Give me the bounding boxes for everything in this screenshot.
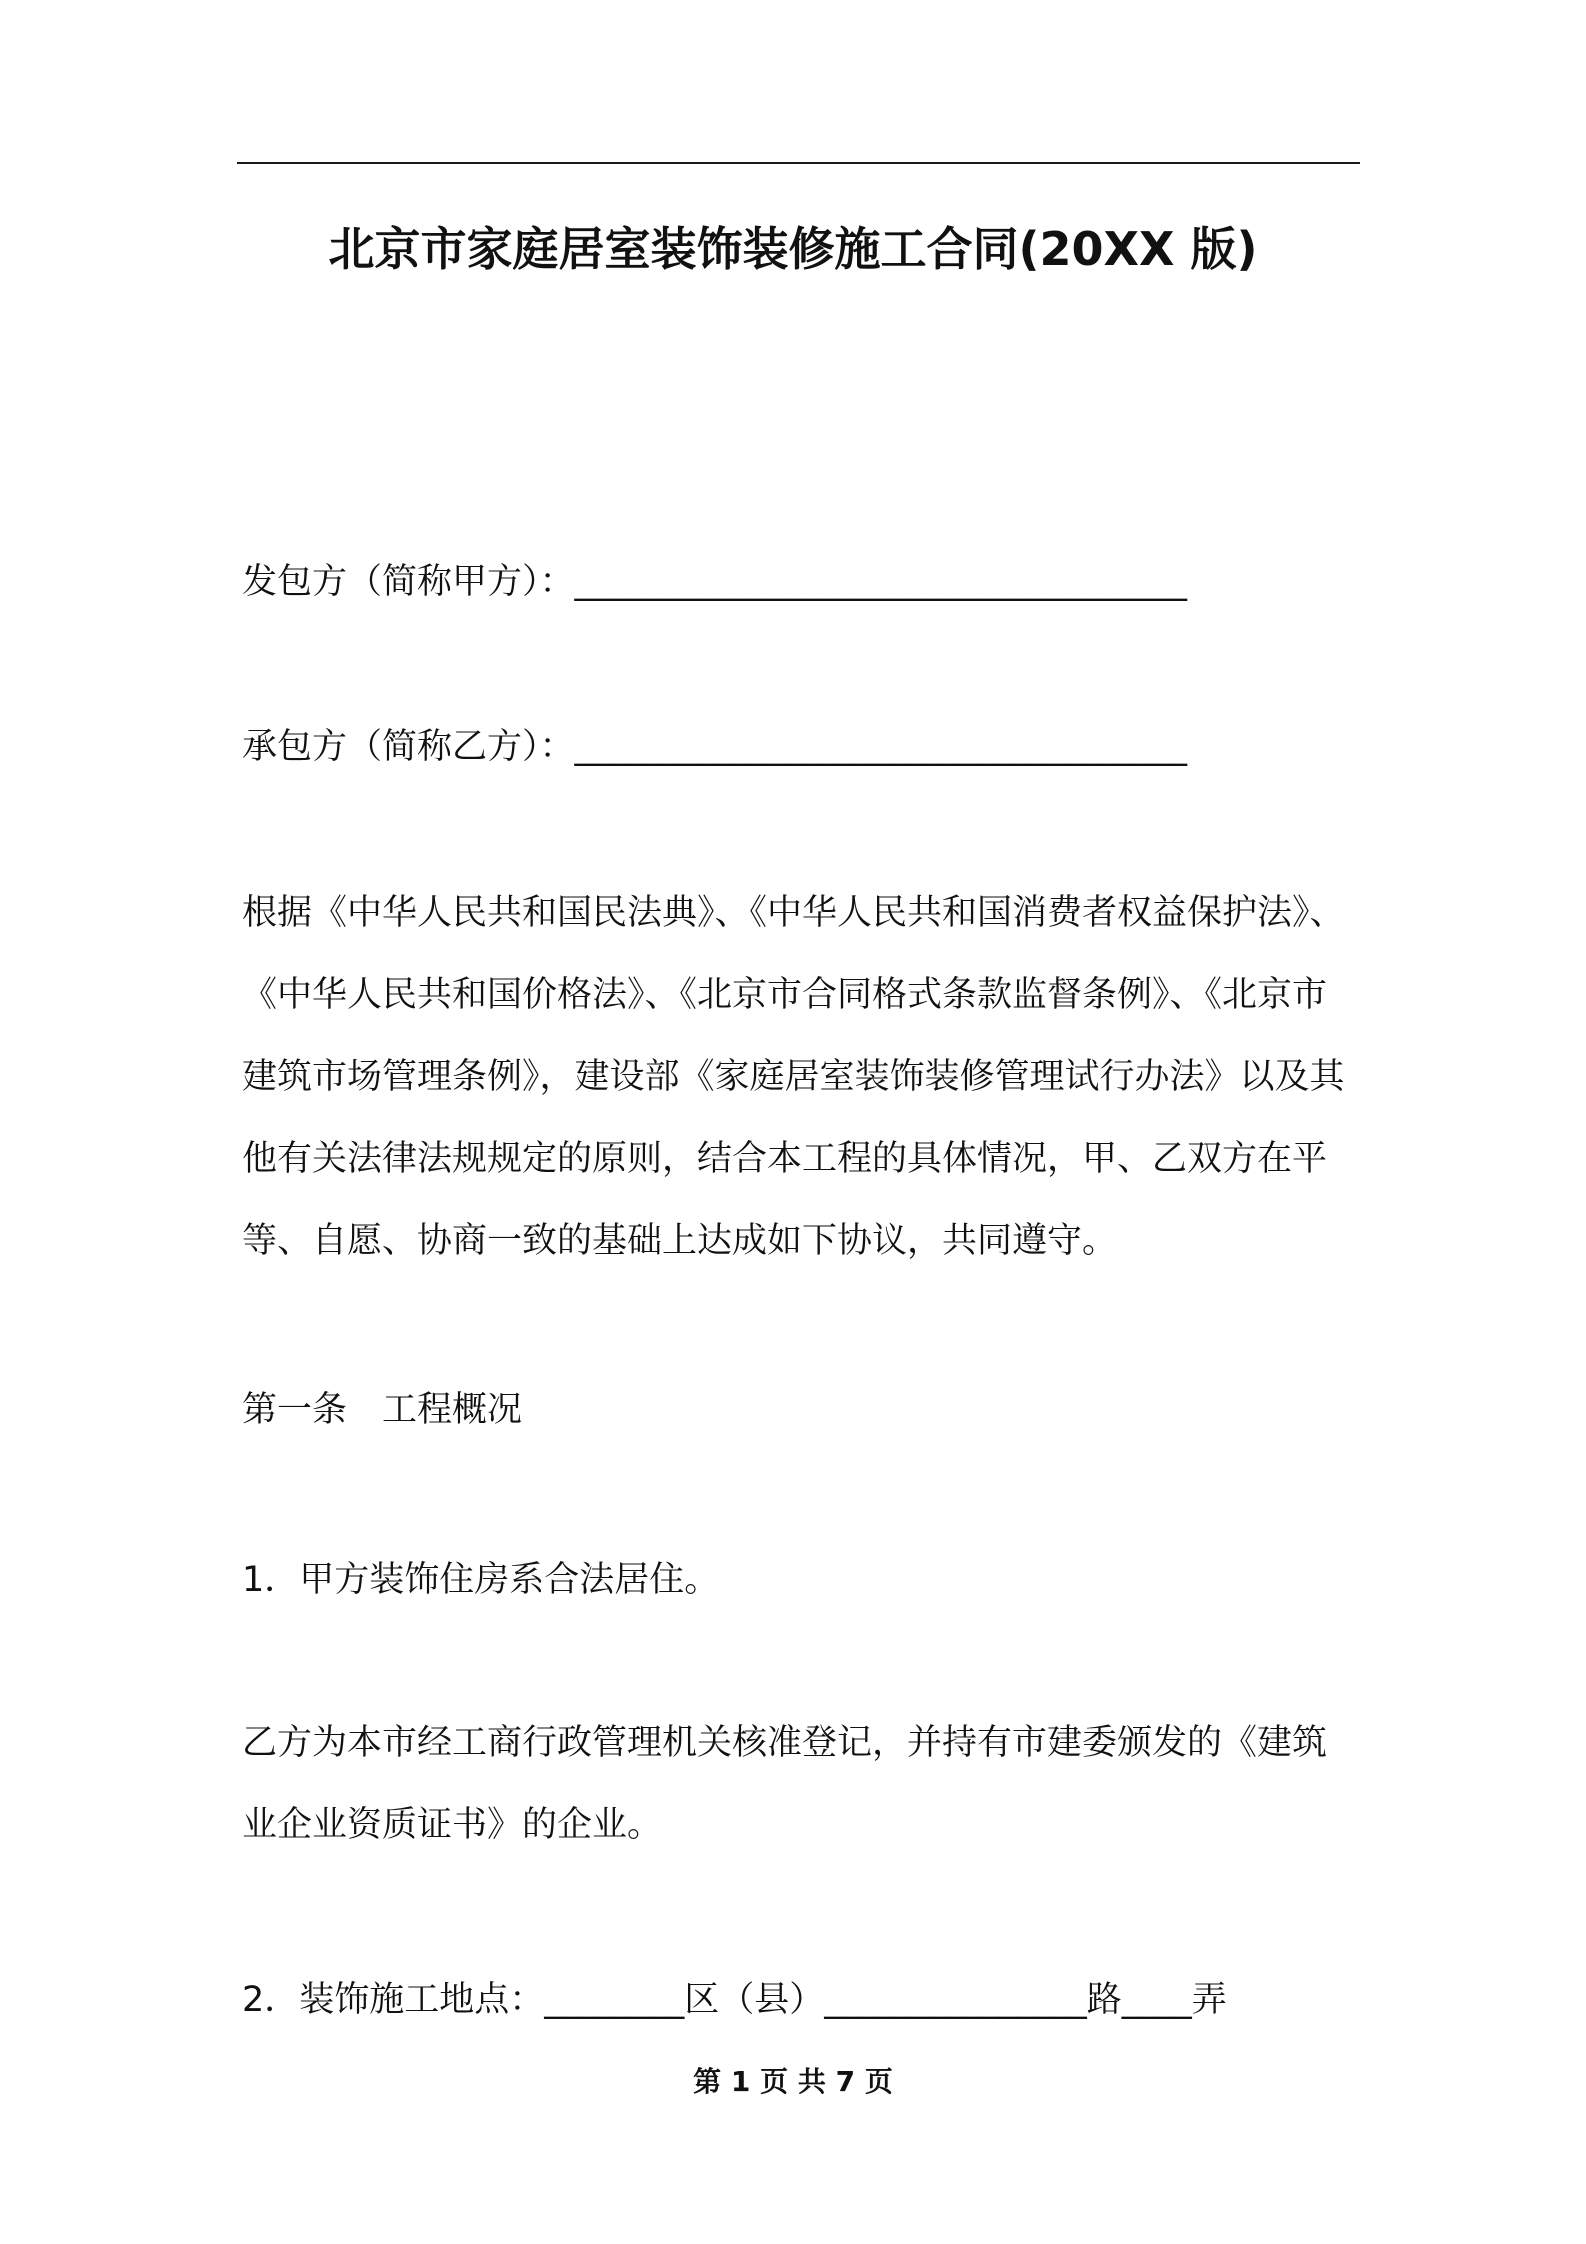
preamble-paragraph: 根据《中华人民共和国民法典》、《中华人民共和国消费者权益保护法》、《中华人民共和国价格法》、《北京市合同格式条款监督条例》、《北京市建筑市场管理条例》，建设部《家庭居室装饰装修管理试行办法》以及其他有关法律法规规定的原则，结合本工程的具体情况，甲、乙双方在平等、自愿、协商一致的基础上达成如下协议，共同遵守。: [242, 893, 1345, 1261]
item-2-location: 2．装饰施工地点：________区（县）_______________路____弄: [242, 1980, 1227, 2020]
header-rule: [237, 162, 1360, 164]
item-1-contractor-text: 乙方为本市经工商行政管理机关核准登记，并持有市建委颁发的《建筑业企业资质证书》的企业。: [242, 1723, 1328, 1845]
party-a-field: 发包方（简称甲方）：___________________________________: [242, 562, 1188, 602]
document-title: 北京市家庭居室装饰装修施工合同(20XX 版): [328, 222, 1258, 276]
item-1-text: 1．甲方装饰住房系合法居住。: [242, 1560, 720, 1600]
article-1-heading: 第一条 工程概况: [242, 1390, 523, 1430]
party-b-field: 承包方（简称乙方）：___________________________________: [242, 727, 1188, 767]
page-footer: 第 1 页 共 7 页: [693, 2065, 893, 2098]
